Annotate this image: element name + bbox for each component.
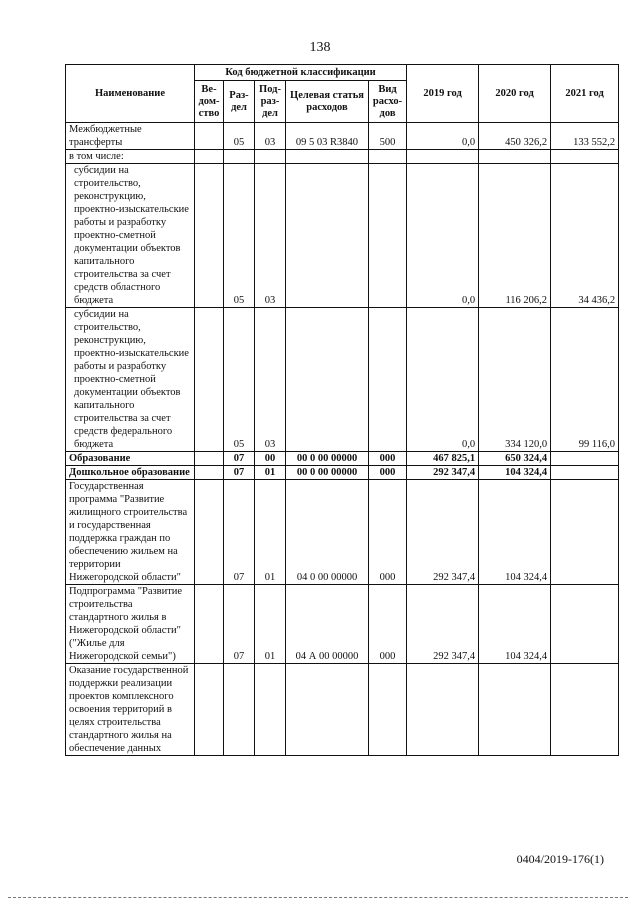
header-2021: 2021 год (551, 65, 619, 123)
row-razdel: 07 (224, 585, 255, 664)
budget-table (65, 64, 619, 756)
row-target (286, 150, 369, 164)
row-target (286, 164, 369, 308)
row-ved (195, 480, 224, 585)
row-2019 (407, 150, 479, 164)
header-2020: 2020 год (479, 65, 551, 123)
row-2019: 292 347,4 (407, 585, 479, 664)
row-vid (369, 664, 407, 756)
row-target: 04 А 00 00000 (286, 585, 369, 664)
table-row (66, 308, 619, 452)
row-2020: 116 206,2 (479, 164, 551, 308)
table-row (66, 664, 619, 756)
row-target: 00 0 00 00000 (286, 452, 369, 466)
row-ved (195, 585, 224, 664)
row-ved (195, 664, 224, 756)
row-2020: 104 324,4 (479, 466, 551, 480)
row-razdel: 05 (224, 123, 255, 150)
header-2019: 2019 год (407, 65, 479, 123)
row-razdel: 07 (224, 480, 255, 585)
row-podrazdel: 00 (255, 452, 286, 466)
row-name: Дошкольное образование (66, 466, 195, 480)
row-target (286, 308, 369, 452)
page-number: 138 (309, 40, 331, 55)
table-row (66, 466, 619, 480)
table-row (66, 164, 619, 308)
row-vid (369, 164, 407, 308)
row-2020: 334 120,0 (479, 308, 551, 452)
row-name: Образование (66, 452, 195, 466)
table-row (66, 585, 619, 664)
row-name: Государственная программа "Развитие жилищного строительства и государственная поддержка граждан по обеспечению жильем на территории Нижегородской области" (66, 480, 195, 585)
row-name: Подпрограмма "Развитие строительства стандартного жилья в Нижегородской области" ("Жилье для Нижегородской семьи") (66, 585, 195, 664)
row-2020 (479, 150, 551, 164)
row-vid (369, 150, 407, 164)
row-vid: 000 (369, 480, 407, 585)
row-target (286, 664, 369, 756)
row-podrazdel: 01 (255, 585, 286, 664)
row-vid: 000 (369, 452, 407, 466)
row-vid (369, 308, 407, 452)
row-2021: 34 436,2 (551, 164, 619, 308)
document-code: 0404/2019-176(1) (516, 852, 604, 866)
row-name: Оказание государственной поддержки реализации проектов комплексного освоения территорий в целях строительства стандартного жилья на обеспечение данных (66, 664, 195, 756)
row-target: 04 0 00 00000 (286, 480, 369, 585)
row-podrazdel (255, 150, 286, 164)
header-vid: Вид расхо-дов (369, 81, 407, 123)
row-name: Межбюджетные трансферты (66, 123, 195, 150)
header-code-group: Код бюджетной классификации (195, 65, 407, 81)
header-podrazdel: Под-раз-дел (255, 81, 286, 123)
row-2019 (407, 664, 479, 756)
row-name: в том числе: (66, 150, 195, 164)
row-2021 (551, 466, 619, 480)
row-2020 (479, 664, 551, 756)
row-2021 (551, 585, 619, 664)
row-2021 (551, 480, 619, 585)
row-target: 09 5 03 R3840 (286, 123, 369, 150)
row-2019: 0,0 (407, 308, 479, 452)
row-razdel (224, 150, 255, 164)
row-ved (195, 466, 224, 480)
row-2021: 99 116,0 (551, 308, 619, 452)
table-row (66, 452, 619, 466)
row-podrazdel: 03 (255, 164, 286, 308)
row-ved (195, 123, 224, 150)
row-ved (195, 164, 224, 308)
row-2021 (551, 452, 619, 466)
row-name: субсидии на строительство, реконструкцию, проектно-изыскательские работы и разработку проектно-сметной документации объектов капитального строительства за счет средств областного бюджета (66, 164, 195, 308)
row-razdel: 05 (224, 308, 255, 452)
table-row (66, 150, 619, 164)
row-podrazdel (255, 664, 286, 756)
row-razdel (224, 664, 255, 756)
row-ved (195, 150, 224, 164)
row-razdel: 07 (224, 466, 255, 480)
row-vid: 000 (369, 585, 407, 664)
row-ved (195, 452, 224, 466)
footer-divider (8, 897, 628, 898)
row-podrazdel: 01 (255, 480, 286, 585)
row-2021: 133 552,2 (551, 123, 619, 150)
header-target: Целевая статья расходов (286, 81, 369, 123)
row-razdel: 07 (224, 452, 255, 466)
row-2020: 450 326,2 (479, 123, 551, 150)
row-2019: 0,0 (407, 164, 479, 308)
table-row (66, 480, 619, 585)
row-2020: 650 324,4 (479, 452, 551, 466)
row-2019: 0,0 (407, 123, 479, 150)
row-2021 (551, 664, 619, 756)
row-2020: 104 324,4 (479, 585, 551, 664)
row-podrazdel: 03 (255, 308, 286, 452)
header-vedomstvo: Ве-дом-ство (195, 81, 224, 123)
row-2019: 292 347,4 (407, 466, 479, 480)
row-vid: 000 (369, 466, 407, 480)
header-razdel: Раз-дел (224, 81, 255, 123)
row-podrazdel: 03 (255, 123, 286, 150)
row-vid: 500 (369, 123, 407, 150)
row-2020: 104 324,4 (479, 480, 551, 585)
row-name: субсидии на строительство, реконструкцию, проектно-изыскательские работы и разработку проектно-сметной документации объектов капитального строительства за счет средств федерального бюджета (66, 308, 195, 452)
row-podrazdel: 01 (255, 466, 286, 480)
row-razdel: 05 (224, 164, 255, 308)
row-ved (195, 308, 224, 452)
row-2021 (551, 150, 619, 164)
row-target: 00 0 00 00000 (286, 466, 369, 480)
row-2019: 467 825,1 (407, 452, 479, 466)
header-name: Наименование (66, 65, 195, 123)
table-row (66, 123, 619, 150)
row-2019: 292 347,4 (407, 480, 479, 585)
